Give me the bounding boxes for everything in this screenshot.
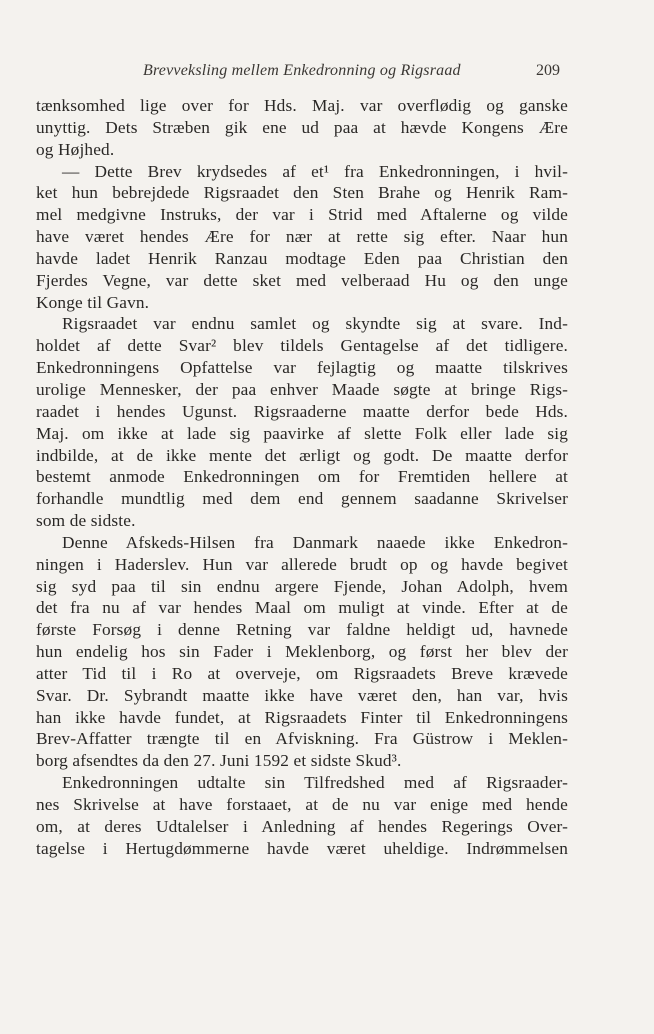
text-line: som de sidste. [36,511,136,531]
text-line: — Dette Brev krydsedes af et¹ fra Enkedronningen, i hvil- [62,161,568,181]
text-line: Maj. om ikke at lade sig paavirke af slette Folk eller lade sig [36,423,568,443]
text-line: holdet af dette Svar² blev tildels Gentagelse af det tidligere. [36,336,568,356]
text-line: atter Tid til i Ro at overveje, om Rigsraadets Breve krævede [36,663,568,683]
text-line: det fra nu af var hendes Maal om muligt at vinde. Efter at de [36,598,568,618]
text-line: borg afsendtes da den 27. Juni 1592 et sidste Skud³. [36,751,402,771]
text-line: havde ladet Henrik Ranzau modtage Eden paa Christian den [36,248,568,268]
running-title: Brevveksling mellem Enkedronning og Rigsraad [143,62,461,79]
text-line: have været hendes Ære for nær at rette sig efter. Naar hun [36,227,568,247]
text-line: tænksomhed lige over for Hds. Maj. var overflødig og ganske [36,96,568,115]
text-line: første Forsøg i denne Retning var faldne heldigt ud, havnede [36,620,568,640]
text-line: Rigsraadet var endnu samlet og skyndte sig at svare. Ind- [62,314,568,334]
text-line: sig syd paa til sin endnu argere Fjende, Johan Adolph, hvem [36,576,568,596]
text-line: raadet i hendes Ugunst. Rigsraaderne maatte derfor bede Hds. [36,401,568,421]
body-text [36,95,568,860]
text-line: Svar. Dr. Sybrandt maatte ikke have været den, han var, hvis [36,685,568,705]
text-line: indbilde, at de ikke mente det ærligt og godt. De maatte derfor [36,445,568,465]
text-line: nes Skrivelse at have forstaaet, at de nu var enige med hende [36,795,568,814]
text-line: Enkedronningen udtalte sin Tilfredshed med af Rigsraader- [62,773,568,793]
text-line: Konge til Gavn. [36,292,150,312]
text-line: Brev-Affatter trængte til en Afviskning. Fra Güstrow i Meklen- [36,729,568,749]
text-line: tagelse i Hertugdømmerne havde været uheldige. Indrømmelsen [36,838,568,858]
page-number: 209 [536,62,560,79]
text-line: han ikke havde fundet, at Rigsraadets Finter til Enkedronningens [36,707,568,727]
text-line: Enkedronningens Opfattelse var fejlagtig og maatte tilskrives [36,358,568,378]
text-line: ket hun bebrejdede Rigsraadet den Sten Brahe og Henrik Ram- [36,183,568,203]
text-line: og Højhed. [36,139,115,159]
text-line: hun endelig hos sin Fader i Meklenborg, og først her blev der [36,642,568,662]
text-line: mel medgivne Instruks, der var i Strid med Aftalerne og vilde [36,205,568,225]
text-line: Denne Afskeds-Hilsen fra Danmark naaede ikke Enkedron- [62,532,568,552]
text-line: om, at deres Udtalelser i Anledning af hendes Regerings Over- [36,816,568,836]
text-line: Fjerdes Vegne, var dette sket med velberaad Hu og den unge [36,270,568,290]
text-line: forhandle mundtlig med dem end gennem saadanne Skrivelser [36,489,568,509]
text-line: ningen i Haderslev. Hun var allerede brudt op og havde begivet [36,554,568,574]
text-line: bestemt anmode Enkedronningen om for Fremtiden hellere at [36,467,568,487]
text-line: urolige Mennesker, der paa enhver Maade søgte at bringe Rigs- [36,379,568,399]
text-line: unyttig. Dets Stræben gik ene ud paa at hævde Kongens Ære [36,117,568,137]
